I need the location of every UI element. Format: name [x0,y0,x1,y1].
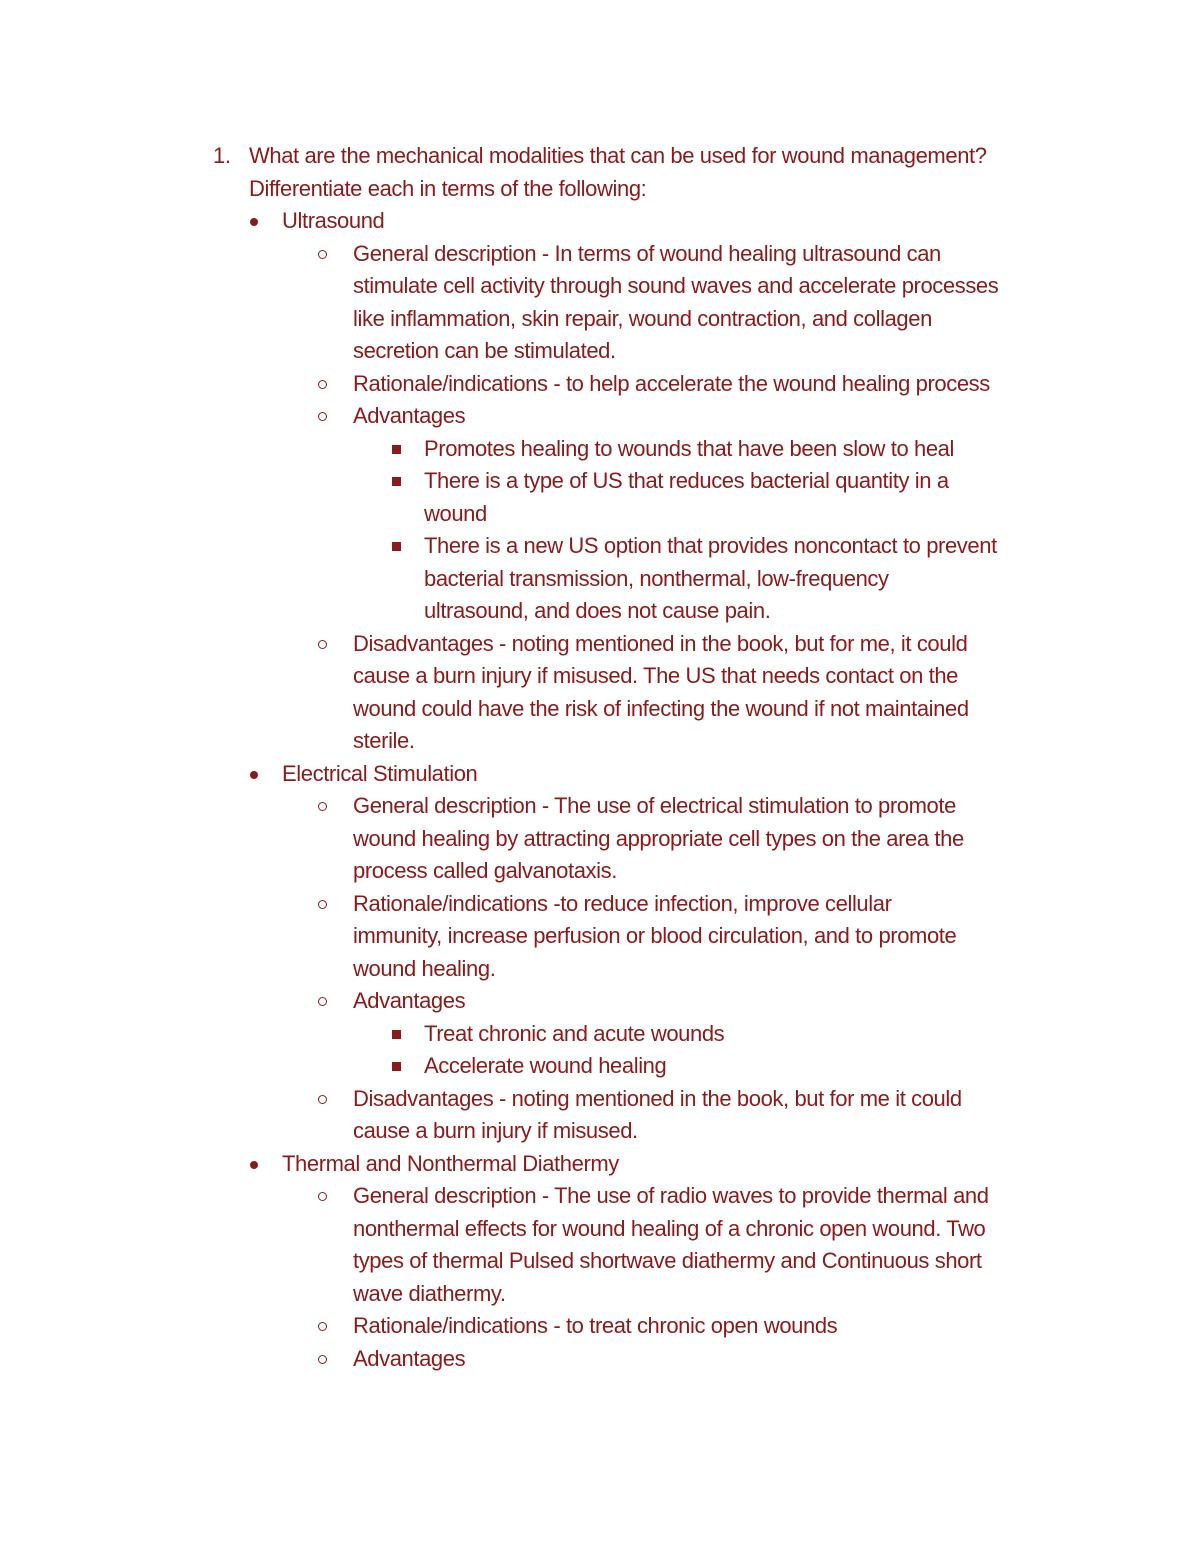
item-continuation [200,693,1080,726]
list-item [200,985,1080,1018]
item-text: types of thermal Pulsed shortwave diathermy and Continuous short [353,1248,982,1273]
bullet-circle-icon [318,997,327,1006]
bullet-square-icon [392,445,401,454]
list-number: 1. [213,143,231,168]
item-text: sterile. [353,728,415,753]
item-continuation [200,498,1080,531]
item-continuation [200,595,1080,628]
item-text: ultrasound, and does not cause pain. [424,598,771,623]
bullet-circle-icon [318,380,327,389]
item-text: Promotes healing to wounds that have been slow to heal [424,435,954,461]
item-text: General description - The use of radio waves to provide thermal and [353,1183,989,1208]
item-continuation [200,1213,1080,1246]
item-text: wound healing. [353,955,496,981]
list-item [200,790,1080,823]
list-item [200,368,1080,401]
list-item [200,1343,1080,1376]
item-text: General description - In terms of wound healing ultrasound can [353,240,941,266]
list-item [200,400,1080,433]
list-item [200,1083,1080,1116]
item-text: Disadvantages - noting mentioned in the book, but for me, it could [353,630,968,656]
item-text: process called galvanotaxis. [353,858,617,883]
bullet-square-icon [392,1030,401,1039]
item-continuation [200,563,1080,596]
item-continuation [200,1245,1080,1278]
bullet-disc-icon [250,218,258,226]
bullet-circle-icon [318,802,327,811]
bullet-circle-icon [318,412,327,421]
item-text: nonthermal effects for wound healing of a chronic open wound. Two [353,1215,986,1241]
list-item-electrical-stimulation [200,758,1080,791]
bullet-circle-icon [318,1192,327,1201]
list-item [200,1050,1080,1083]
item-continuation [200,920,1080,953]
bullet-square-icon [392,542,401,551]
item-continuation [200,1115,1080,1148]
item-text: Advantages [353,403,466,428]
bullet-circle-icon [318,250,327,259]
bullet-circle-icon [318,1095,327,1104]
list-item-diathermy [200,1148,1080,1181]
item-text: Rationale/indications - to help accelerate the wound healing process [353,370,990,396]
item-text: Accelerate wound healing [424,1053,667,1078]
question-text: What are the mechanical modalities that can be used for wound management? [249,143,987,168]
list-item [200,1180,1080,1213]
question-text: Differentiate each in terms of the following: [249,175,647,201]
section-title: Electrical Stimulation [282,760,478,786]
bullet-square-icon [392,1062,401,1071]
item-continuation [200,270,1080,303]
item-text: wound [424,500,487,526]
item-text: bacterial transmission, nonthermal, low-frequency [424,565,889,591]
section-title: Thermal and Nonthermal Diathermy [282,1150,619,1176]
item-continuation [200,335,1080,368]
item-continuation [200,660,1080,693]
list-item [200,433,1080,466]
question-line [200,140,1080,173]
item-text: Rationale/indications - to treat chronic open wounds [353,1313,838,1338]
item-continuation [200,855,1080,888]
bullet-square-icon [392,477,401,486]
bullet-circle-icon [318,1355,327,1364]
item-continuation [200,725,1080,758]
item-text: like inflammation, skin repair, wound contraction, and collagen [353,305,932,331]
list-item [200,465,1080,498]
item-continuation [200,823,1080,856]
item-text: There is a type of US that reduces bacterial quantity in a [424,468,949,493]
bullet-disc-icon [250,1161,258,1169]
bullet-circle-icon [318,640,327,649]
item-continuation [200,953,1080,986]
item-text: secretion can be stimulated. [353,338,616,363]
item-continuation [200,303,1080,336]
question-line [200,173,1080,206]
list-item [200,1018,1080,1051]
item-text: Disadvantages - noting mentioned in the book, but for me it could [353,1085,962,1111]
item-text: immunity, increase perfusion or blood circulation, and to promote [353,923,957,948]
item-text: cause a burn injury if misused. [353,1118,638,1143]
item-text: Advantages [353,988,466,1013]
list-item-ultrasound [200,205,1080,238]
item-text: Advantages [353,1345,466,1371]
list-item [200,628,1080,661]
item-text: Rationale/indications -to reduce infection, improve cellular [353,890,892,916]
list-item [200,530,1080,563]
bullet-disc-icon [250,771,258,779]
item-text: wound could have the risk of infecting the wound if not maintained [353,695,969,721]
section-title: Ultrasound [282,208,385,233]
bullet-circle-icon [318,900,327,909]
item-text: stimulate cell activity through sound waves and accelerate processes [353,273,999,298]
list-item [200,238,1080,271]
item-text: wave diathermy. [353,1280,506,1306]
item-text: Treat chronic and acute wounds [424,1020,725,1046]
item-text: There is a new US option that provides noncontact to prevent [424,533,997,558]
item-continuation [200,1278,1080,1311]
item-text: wound healing by attracting appropriate cell types on the area the [353,825,964,851]
list-item [200,1310,1080,1343]
item-text: General description - The use of electrical stimulation to promote [353,793,956,818]
document-body [200,140,1080,1375]
bullet-circle-icon [318,1322,327,1331]
item-text: cause a burn injury if misused. The US that needs contact on the [353,663,959,688]
list-item [200,888,1080,921]
